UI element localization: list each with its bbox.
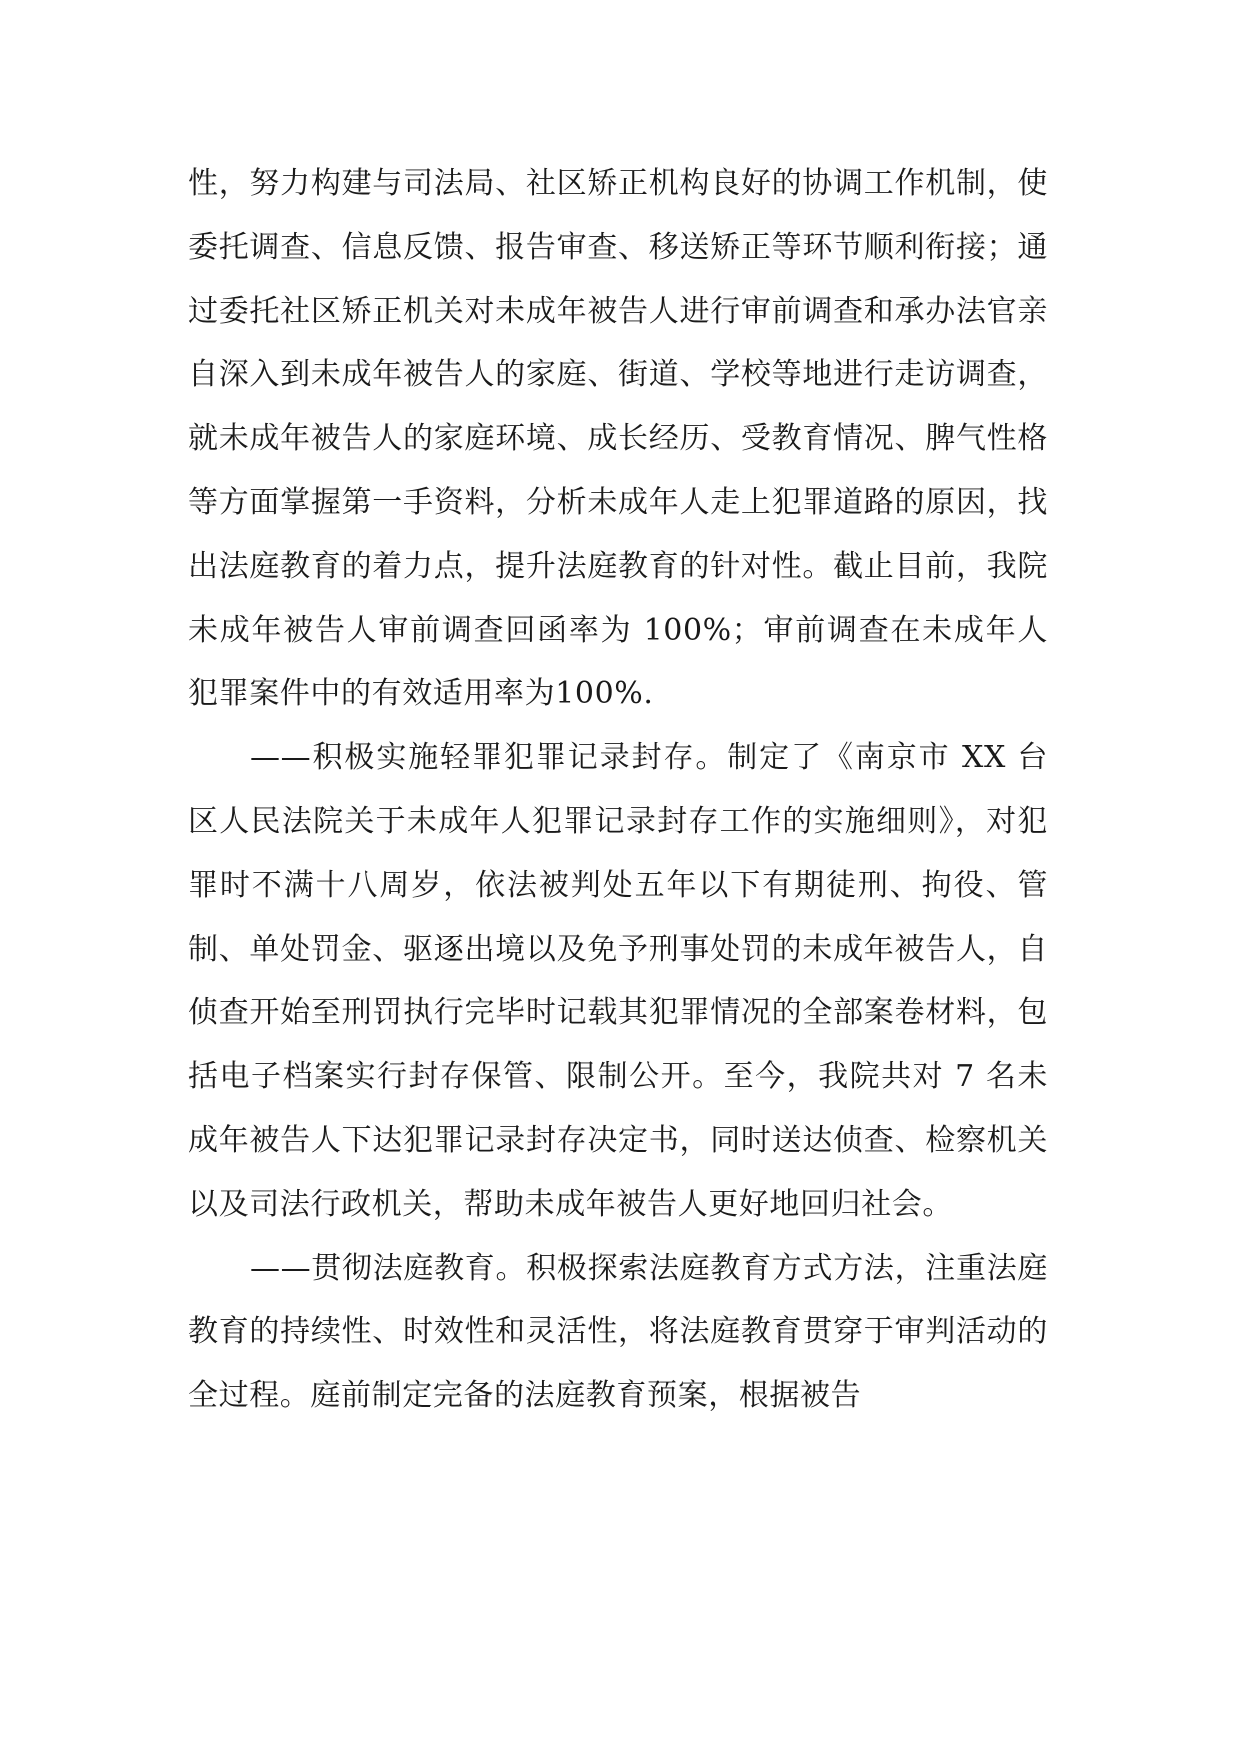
paragraph-court-education: ——贯彻法庭教育。积极探索法庭教育方式方法，注重法庭教育的持续性、时效性和灵活性，将法庭教育贯穿于审判活动的全过程。庭前制定完备的法庭教育预案，根据被告 <box>188 1250 1048 1414</box>
paragraph-juvenile-investigation: 性，努力构建与司法局、社区矫正机构良好的协调工作机制，使委托调查、信息反馈、报告审查、移送矫正等环节顺利衔接；通过委托社区矫正机关对未成年被告人进行审前调查和承办法官亲自深入到未成年被告人的家庭、街道、学校等地进行走访调查，就未成年被告人的家庭环境、成长经历、受教育情况、脾气性格等方面掌握第一手资料，分析未成年人走上犯罪道路的原因，找出法庭教育的着力点，提升法庭教育的针对性。截止目前，我院未成年被告人审前调查回函率为 100%；审前调查在未成年人犯罪案件中的有效适用率为100%. <box>188 166 1048 712</box>
paragraph-record-sealing: ——积极实施轻罪犯罪记录封存。制定了《南京市 XX 台区人民法院关于未成年人犯罪记录封存工作的实施细则》，对犯罪时不满十八周岁，依法被判处五年以下有期徒刑、拘役、管制、单处罚金、驱逐出境以及免予刑事处罚的未成年被告人，自侦查开始至刑罚执行完毕时记载其犯罪情况的全部案卷材料，包括电子档案实行封存保管、限制公开。至今，我院共对 7 名未成年被告人下达犯罪记录封存决定书，同时送达侦查、检察机关以及司法行政机关，帮助未成年被告人更好地回归社会。 <box>188 740 1048 1222</box>
document-body <box>188 152 1048 1428</box>
